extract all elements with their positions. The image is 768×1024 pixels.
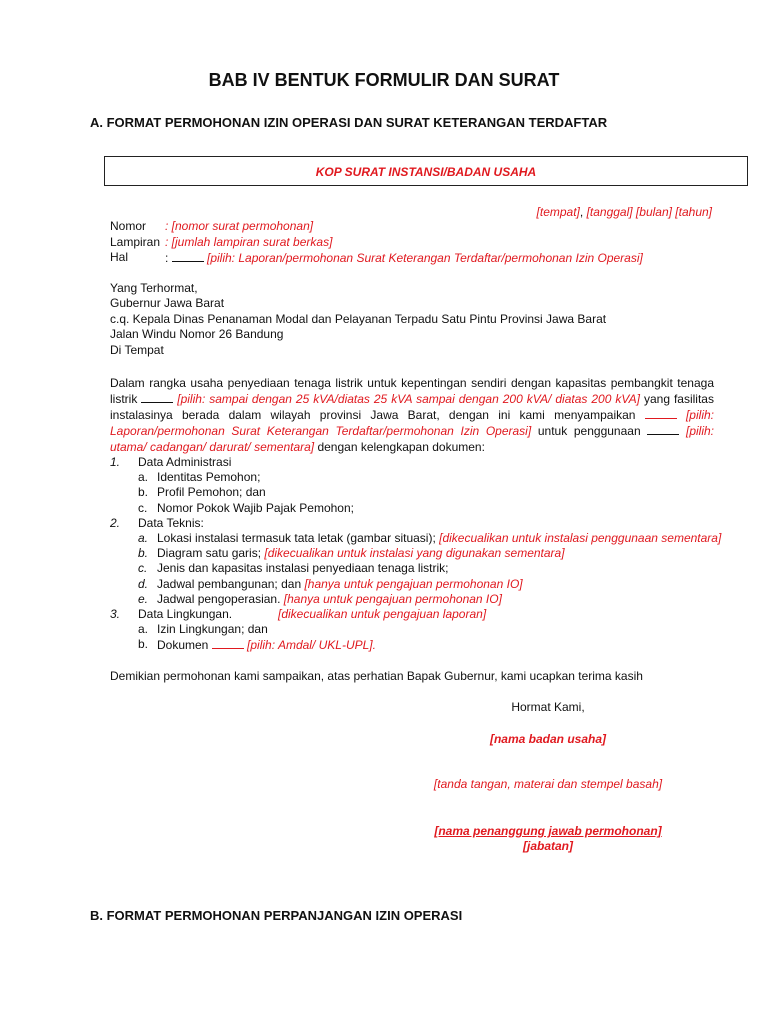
date-separator: ,	[579, 205, 587, 219]
recipient-line-3: c.q. Kepala Dinas Penanaman Modal dan Pelayanan Terpadu Satu Pintu Provinsi Jawa Barat	[110, 312, 607, 326]
hal-colon: :	[165, 251, 172, 265]
signature-position: [jabatan]	[522, 839, 573, 853]
recipient-line-1: Yang Terhormat,	[110, 281, 198, 295]
request-option: [pilih: Laporan/permohonan Surat Keterangan Terdaftar/permohonan Izin Operasi]	[110, 408, 714, 438]
hal-option: [pilih: Laporan/permohonan Surat Keterangan Terdaftar/permohonan Izin Operasi]	[203, 251, 643, 265]
signature-name: [nama penanggung jawab permohonan]	[434, 824, 662, 838]
lampiran-value: : [jumlah lampiran surat berkas]	[165, 235, 333, 249]
recipient-line-4: Jalan Windu Nomor 26 Bandung	[110, 327, 284, 341]
body-part-3: yang fasilitas instalasinya berada dalam wilayah provinsi Jawa Barat, dengan ini kami menyampaikan	[110, 392, 714, 422]
date-value: [tanggal] [bulan] [tahun]	[586, 205, 712, 219]
request-blank	[645, 407, 677, 419]
letter-date	[537, 205, 712, 219]
nomor-value: : [nomor surat permohonan]	[165, 219, 314, 233]
capacity-blank	[141, 391, 173, 403]
hal-blank	[172, 250, 204, 262]
lampiran-label: Lampiran	[110, 235, 161, 249]
recipient-line-5: Di Tempat	[110, 343, 164, 357]
page-title: BAB IV BENTUK FORMULIR DAN SURAT	[208, 70, 560, 90]
date-place: [tempat]	[536, 205, 580, 219]
section-b-heading: B. FORMAT PERMOHONAN PERPANJANGAN IZIN OPERASI	[90, 908, 463, 923]
body-part-1: Dalam rangka usaha penyediaan tenaga listrik untuk kepentingan sendiri dengan kapasitas pembangkit tenaga listrik	[110, 376, 714, 406]
usage-option: [pilih: utama/ cadangan/ darurat/ sementara]	[110, 424, 714, 454]
section-a-heading: A. FORMAT PERMOHONAN IZIN OPERASI DAN SURAT KETERANGAN TERDAFTAR	[90, 115, 608, 130]
letterhead-box: KOP SURAT INSTANSI/BADAN USAHA	[104, 156, 748, 186]
capacity-option: [pilih: sampai dengan 25 kVA/diatas 25 kVA sampai dengan 200 kVA/ diatas 200 kVA]	[173, 392, 641, 406]
usage-blank	[647, 423, 679, 435]
signature-company: [nama badan usaha]	[489, 732, 607, 746]
body-part-5: untuk penggunaan	[531, 424, 648, 438]
nomor-label: Nomor	[110, 219, 147, 233]
signature-stamp: [tanda tangan, materai dan stempel basah]	[433, 777, 663, 791]
dokumen-blank	[212, 637, 244, 649]
signature-greeting: Hormat Kami,	[511, 700, 585, 714]
hal-label: Hal	[110, 250, 129, 264]
closing-text: Demikian permohonan kami sampaikan, atas perhatian Bapak Gubernur, kami ucapkan terima kasih	[110, 669, 643, 683]
body-part-7: dengan kelengkapan dokumen:	[314, 440, 485, 454]
hal-value	[165, 250, 643, 265]
recipient-line-2: Gubernur Jawa Barat	[110, 296, 225, 310]
body-paragraph	[110, 375, 714, 455]
